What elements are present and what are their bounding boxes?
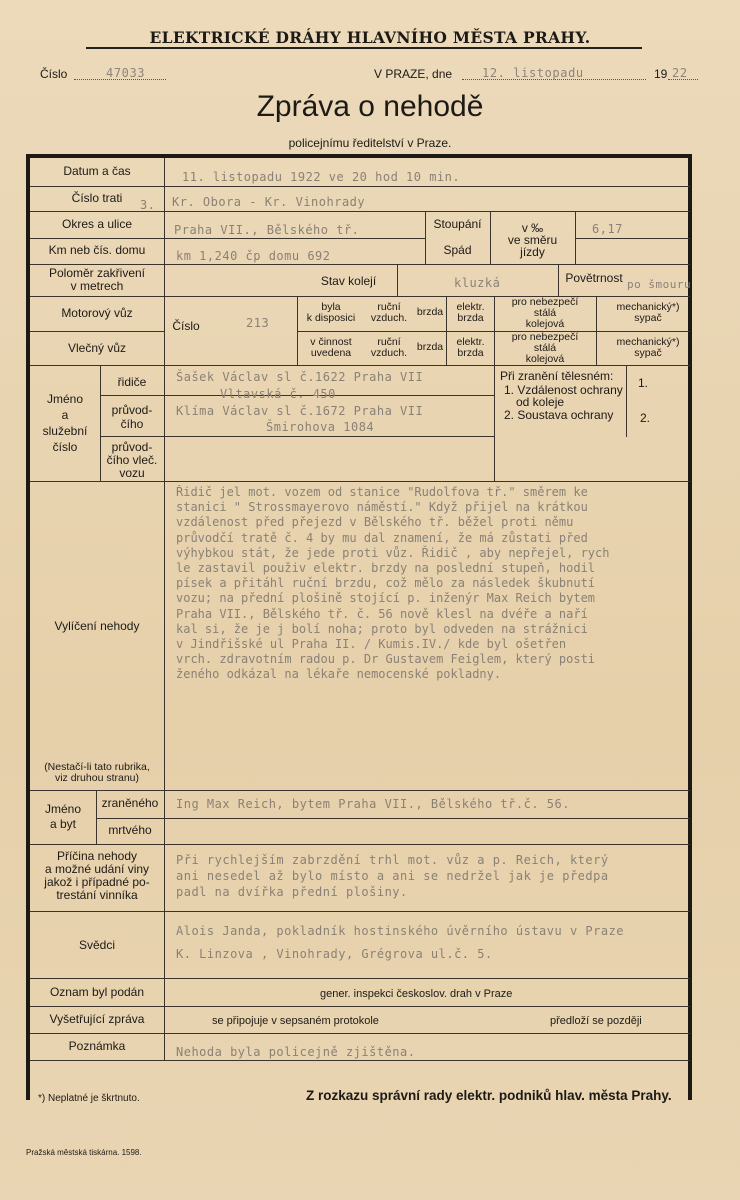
row-divider xyxy=(30,264,690,265)
year-value: 22 xyxy=(672,66,688,80)
label-brzda: brzda xyxy=(416,306,444,318)
label-trat: Číslo trati xyxy=(71,191,123,205)
label-mechanicky: mechanický*) xyxy=(616,301,680,313)
heading-underline xyxy=(86,47,642,49)
row-divider xyxy=(30,186,690,187)
organization-heading: ELEKTRICKÉ DRÁHY HLAVNÍHO MĚSTA PRAHY. xyxy=(149,28,591,47)
page-subtitle: policejnímu ředitelství v Praze. xyxy=(288,136,452,150)
row-divider xyxy=(30,1060,690,1061)
label-svedci: Svědci xyxy=(78,938,116,952)
label-stav-koleji: Stav kolejí xyxy=(320,274,377,288)
row-divider xyxy=(30,331,164,332)
page-title: Zpráva o nehodě xyxy=(256,90,484,123)
label-stoupani: Stoupání xyxy=(433,217,482,231)
label-km: Km neb čís. domu xyxy=(48,243,146,257)
typed-okres: Praha VII., Bělského tř. xyxy=(174,223,360,237)
label-elektr: elektr. xyxy=(456,336,485,348)
footer-order: Z rozkazu správní rady elektr. podniků hlav. města Prahy. xyxy=(306,1088,672,1103)
number-label: Číslo xyxy=(40,67,68,81)
typed-ridic: Šašek Václav sl č.1622 Praha VII xyxy=(176,370,424,384)
label-rucni: ruční xyxy=(377,336,401,348)
oznam-value: gener. inspekci českoslov. drah v Praze xyxy=(320,988,513,1000)
typed-trat: Kr. Obora - Kr. Vinohrady xyxy=(172,195,366,209)
label-uvedena: uvedena xyxy=(310,347,352,359)
label-sypac: sypač xyxy=(634,312,662,324)
label-jmeno: Jméno xyxy=(46,392,84,406)
label-zraneneho: zraněného xyxy=(101,796,159,810)
label-povetrnost: Povětrnost xyxy=(565,271,623,285)
row-divider xyxy=(30,365,690,366)
label-jizdy: jízdy xyxy=(520,245,545,259)
label-byla: byla xyxy=(321,301,341,313)
label-pricina-3: jakož i případné po- xyxy=(44,875,150,889)
label-pruvodciho-2: čího xyxy=(120,417,144,431)
typed-povetrnost: po šmouru xyxy=(627,278,692,291)
label-v-cinnost: v činnost xyxy=(310,336,352,348)
label-druhou-stranu: viz druhou stranu) xyxy=(54,772,140,784)
typed-stav-koleji: kluzká xyxy=(454,276,501,290)
label-a-byt: a byt xyxy=(49,817,76,831)
label-mrtveho: mrtvého xyxy=(108,823,152,837)
label-vysetrujici: Vyšetřující zpráva xyxy=(49,1012,145,1026)
label-vzduch: vzduch. xyxy=(370,347,408,359)
typed-promile: 6,17 xyxy=(592,222,623,236)
typed-pricina-2: ani nesedel až bylo místo a ani se nedržel jak je předpa xyxy=(176,869,609,883)
label-polomer: Poloměr zakřivení xyxy=(48,266,146,280)
typed-pruvodci-2: Šmirohova 1084 xyxy=(266,420,375,434)
label-elektr: elektr. xyxy=(456,301,485,313)
label-elektr-brzda: brzda xyxy=(457,312,484,324)
label-vlecny-vuz: Vlečný vůz xyxy=(67,341,127,355)
label-nestaci: (Nestačí-li tato rubrika, xyxy=(44,761,150,773)
label-cislo: Číslo xyxy=(172,319,200,333)
row-divider xyxy=(30,481,690,482)
label-kolejova: kolejová xyxy=(525,318,565,330)
row-divider xyxy=(30,211,690,212)
label-k-disposici: k disposici xyxy=(306,312,356,324)
label-promile: v ‰ xyxy=(521,221,544,235)
typed-poznamka: Nehoda byla policejně zjištěna. xyxy=(176,1045,416,1059)
row-divider xyxy=(30,1033,690,1034)
typed-datum: 11. listopadu 1922 ve 20 hod 10 min. xyxy=(182,170,461,184)
label-datum: Datum a čas xyxy=(63,164,131,178)
place-label: V PRAZE, dne xyxy=(374,67,453,81)
number-value: 47033 xyxy=(106,66,146,80)
col-divider xyxy=(596,296,597,365)
label-spad: Spád xyxy=(443,243,472,257)
footer-note: *) Neplatné je škrtnuto. xyxy=(38,1093,140,1104)
label-vzdalenost: 1. Vzdálenost ochrany xyxy=(504,383,623,397)
label-motorovy-vuz: Motorový vůz xyxy=(61,306,133,320)
label-mechanicky: mechanický*) xyxy=(616,336,680,348)
label-zraneni: Při zranění tělesném: xyxy=(500,369,614,383)
typed-narrative: Řidič jel mot. vozem od stanice "Rudolfova tř." směrem ke stanici " Strossmayerovo náměstí." Když přijel na krátkou vzdálenost před přejezd v Bělského tř. běžel proti němu průvodčí tratě č. 4 by mu dal znamení, že má zůstati před výhybkou stát, že jede proti vůz. Řidič , aby nepřejel, rych le zastavil použiv elektr. brzdy na poslední stupeň, hodil písek a přitáhl ruční brzdu, což mělo za následek škubnutí vozu; na přední plošině stojící p. inženýr Max Reich bytem Praha VII., Bělského tř. č. 56 nově klesl na dvéře a naří kal si, že je j bolí noha; proto byl odveden na strážnici v Jindřišské ul Praha II. / Kumis.IV./ kde byl ošetřen vrch. zdravotním radou p. Dr Gustavem Feiglem, který posti ženého odkázal na lékaře nemocenské pokladny. xyxy=(176,485,610,682)
typed-pruvodci: Klíma Václav sl č.1672 Praha VII xyxy=(176,404,424,418)
col-divider xyxy=(494,365,495,481)
label-two: 2. xyxy=(640,411,651,425)
label-pricina-4: trestání vinníka xyxy=(56,888,138,902)
label-pruvod-vlec: průvod- xyxy=(111,440,153,454)
row-divider xyxy=(30,844,690,845)
label-sypac: sypač xyxy=(634,347,662,359)
label-stala: stálá xyxy=(533,307,557,319)
typed-trat-margin: 3. xyxy=(140,198,156,212)
label-oznam: Oznam byl podán xyxy=(49,985,145,999)
vysetrujici-protokol: se připojuje v sepsaném protokole xyxy=(212,1015,379,1027)
label-brzda: brzda xyxy=(416,341,444,353)
label-pruvod-vlec-2: čího vleč. xyxy=(106,453,158,467)
typed-zraneny: Ing Max Reich, bytem Praha VII., Bělského tř.č. 56. xyxy=(176,797,570,811)
label-stala: stálá xyxy=(533,342,557,354)
row-divider xyxy=(100,436,494,437)
label-pruvodciho: průvod- xyxy=(111,403,153,417)
label-pricina: Příčina nehody xyxy=(56,849,138,863)
label-soustava: 2. Soustava ochrany xyxy=(504,408,614,422)
row-divider xyxy=(30,978,690,979)
label-pricina-2: a možné udání viny xyxy=(44,862,150,876)
row-divider xyxy=(30,238,425,239)
row-divider xyxy=(30,911,690,912)
label-vyliceni: Vylíčení nehody xyxy=(54,619,140,633)
label-vzduch: vzduch. xyxy=(370,312,408,324)
label-polomer-unit: v metrech xyxy=(70,279,124,293)
typed-pricina-3: padl na dvířka přední plošiny. xyxy=(176,885,408,899)
date-value: 12. listopadu xyxy=(482,66,584,80)
label-okres: Okres a ulice xyxy=(61,217,133,231)
label-rucni: ruční xyxy=(377,301,401,313)
label-cislo: číslo xyxy=(52,440,78,454)
label-poznamka: Poznámka xyxy=(68,1039,126,1053)
label-pro-nebezpeci: pro nebezpečí xyxy=(511,296,579,308)
label-pro-nebezpeci: pro nebezpečí xyxy=(511,331,579,343)
typed-motor-cislo: 213 xyxy=(246,316,270,330)
typed-km: km 1,240 čp domu 692 xyxy=(176,249,331,263)
row-divider xyxy=(30,1006,690,1007)
typed-svedci-2: K. Linzova , Vinohrady, Grégrova ul.č. 5. xyxy=(176,947,493,961)
row-divider xyxy=(575,238,690,239)
label-column-divider xyxy=(164,158,165,1060)
label-vozu: vozu xyxy=(119,466,145,480)
label-ridice: řidiče xyxy=(117,375,147,389)
label-a: a xyxy=(61,408,69,422)
typed-pricina-1: Při rychlejším zabrzdění trhl mot. vůz a p. Reich, který xyxy=(176,853,609,867)
row-divider xyxy=(30,790,690,791)
label-one: 1. xyxy=(638,376,649,390)
vysetrujici-pozdeji: předloží se později xyxy=(550,1015,642,1027)
col-divider xyxy=(575,211,576,264)
label-od-koleje: od koleje xyxy=(516,395,565,409)
row-divider xyxy=(96,818,690,819)
typed-svedci-1: Alois Janda, pokladník hostinského úvěrního ústavu v Praze xyxy=(176,924,625,938)
label-sluzebni: služební xyxy=(42,424,88,438)
year-prefix: 19 xyxy=(654,67,668,81)
label-jmeno-byt: Jméno xyxy=(44,802,82,816)
label-kolejova: kolejová xyxy=(525,353,565,365)
label-elektr-brzda: brzda xyxy=(457,347,484,359)
label-ve-smeru: ve směru xyxy=(507,233,558,247)
col-divider xyxy=(626,365,627,437)
typed-ridic-2: Vltavská č. 450 xyxy=(220,387,336,401)
footer-printer: Pražská městská tiskárna. 1598. xyxy=(26,1148,142,1157)
col-divider xyxy=(397,264,398,296)
